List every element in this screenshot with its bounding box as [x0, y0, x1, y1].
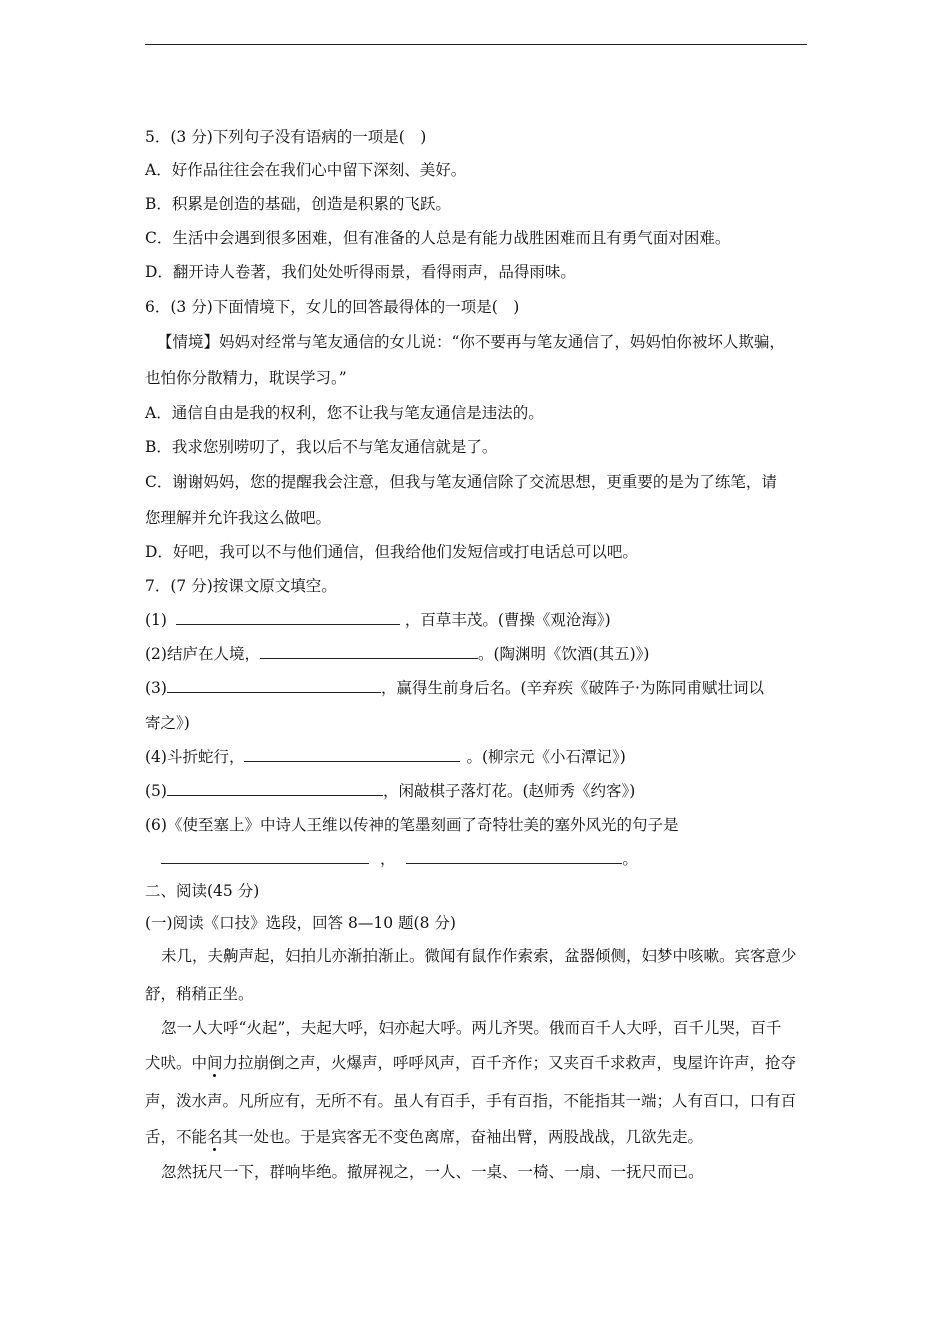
- item-6-separator: ，: [379, 850, 396, 868]
- emphasized-char-ming: 名: [207, 1128, 223, 1146]
- passage-paragraph-2-line-3: 声，泼水声。凡所应有，无所不有。虽人有百手，手有百指，不能指其一端；人有百口，口有百: [145, 1092, 797, 1110]
- item-2-text: (2)结庐在人境，: [145, 645, 260, 663]
- emphasized-char-jian: 间: [207, 1054, 223, 1072]
- item-3-number: (3): [145, 679, 167, 697]
- question-7-item-4: [145, 746, 626, 768]
- question-7-item-2: [145, 643, 649, 665]
- section-2-subtitle: (一)阅读《口技》选段，回答 8—10 题(8 分): [145, 914, 456, 932]
- question-5-stem: 5．(3 分)下列句子没有语病的一项是( ): [145, 128, 427, 146]
- item-6-end: 。: [622, 850, 638, 868]
- passage-text: 其一处也。于是宾客无不变色离席，奋袖出臂，两股战战，几欲先走。: [222, 1128, 704, 1146]
- question-6-context-cont: 也怕你分散精力，耽误学习。”: [145, 369, 347, 387]
- passage-paragraph-1-cont: 舒，稍稍正坐。: [145, 985, 254, 1003]
- item-1-text: ，百草丰茂。(曹操《观沧海》): [404, 611, 611, 629]
- answer-blank-4[interactable]: [244, 747, 460, 762]
- question-5-option-c: C．生活中会遇到很多困难，但有准备的人总是有能力战胜困难而且有勇气面对困难。: [145, 229, 731, 247]
- item-5-number: (5): [145, 782, 167, 800]
- item-1-number: (1): [145, 611, 167, 629]
- question-7-item-3: [145, 677, 764, 699]
- passage-paragraph-2-line-4: [145, 1126, 703, 1148]
- item-4-source: 。(柳宗元《小石潭记》): [466, 748, 626, 766]
- passage-paragraph-1: 未几，夫齁声起，妇拍儿亦渐拍渐止。微闻有鼠作作索索，盆器倾侧，妇梦中咳嗽。宾客意少: [161, 947, 797, 965]
- question-7-item-6: (6)《使至塞上》中诗人王维以传神的笔墨刻画了奇特壮美的塞外风光的句子是: [145, 816, 679, 834]
- passage-text: 舌，不能: [145, 1128, 208, 1146]
- answer-blank-6b[interactable]: [406, 849, 622, 864]
- section-2-title: 二、阅读(45 分): [145, 882, 260, 900]
- question-6-option-d: D．好吧，我可以不与他们通信，但我给他们发短信或打电话总可以吧。: [145, 543, 638, 561]
- answer-blank-2[interactable]: [260, 644, 478, 659]
- question-7-item-1: [145, 609, 611, 631]
- answer-blank-1[interactable]: [176, 610, 400, 625]
- question-7-item-6-blanks: [161, 848, 638, 870]
- question-5-option-b: B．积累是创造的基础，创造是积累的飞跃。: [145, 195, 451, 213]
- header-rule: [145, 44, 807, 45]
- answer-blank-6a[interactable]: [161, 849, 369, 864]
- answer-blank-3[interactable]: [167, 678, 381, 693]
- passage-paragraph-3: 忽然抚尺一下，群响毕绝。撤屏视之，一人、一桌、一椅、一扇、一抚尺而已。: [161, 1163, 704, 1181]
- question-6-context: 【情境】妈妈对经常与笔友通信的女儿说：“你不要再与笔友通信了，妈妈怕你被坏人欺骗，: [157, 333, 785, 351]
- question-6-option-a: A．通信自由是我的权利，您不让我与笔友通信是违法的。: [145, 404, 544, 422]
- question-6-option-c: C．谢谢妈妈，您的提醒我会注意，但我与笔友通信除了交流思想，更重要的是为了练笔，请: [145, 473, 777, 491]
- question-6-option-b: B．我求您别唠叨了，我以后不与笔友通信就是了。: [145, 438, 498, 456]
- item-4-text: (4)斗折蛇行，: [145, 748, 245, 766]
- question-6-stem: 6．(3 分)下面情境下，女儿的回答最得体的一项是( ): [145, 298, 520, 316]
- item-3-text: ，赢得生前身后名。(辛弃疾《破阵子·为陈同甫赋壮词以: [380, 679, 764, 697]
- item-5-text: ，闲敲棋子落灯花。(赵师秀《约客》): [382, 782, 636, 800]
- question-7-item-3-cont: 寄之》): [145, 714, 190, 732]
- passage-text: 犬吠。中: [145, 1054, 208, 1072]
- question-6-option-c-cont: 您理解并允许我这么做吧。: [145, 509, 332, 527]
- answer-blank-5[interactable]: [167, 781, 383, 796]
- item-2-source: 。(陶渊明《饮酒(其五)》): [477, 645, 650, 663]
- passage-paragraph-2: 忽一人大呼“火起”，夫起大呼，妇亦起大呼。两儿齐哭。俄而百千人大呼，百千儿哭，百千: [161, 1019, 782, 1037]
- question-5-option-a: A．好作品往往会在我们心中留下深刻、美好。: [145, 161, 467, 179]
- question-7-item-5: [145, 780, 635, 802]
- question-7-stem: 7．(7 分)按课文原文填空。: [145, 577, 337, 595]
- passage-paragraph-2-line-2: [145, 1052, 796, 1074]
- question-5-option-d: D．翻开诗人卷著，我们处处听得雨景，看得雨声，品得雨味。: [145, 263, 576, 281]
- passage-text: 力拉崩倒之声，火爆声，呼呼风声，百千齐作；又夹百千求救声，曳屋许许声，抢夺: [222, 1054, 797, 1072]
